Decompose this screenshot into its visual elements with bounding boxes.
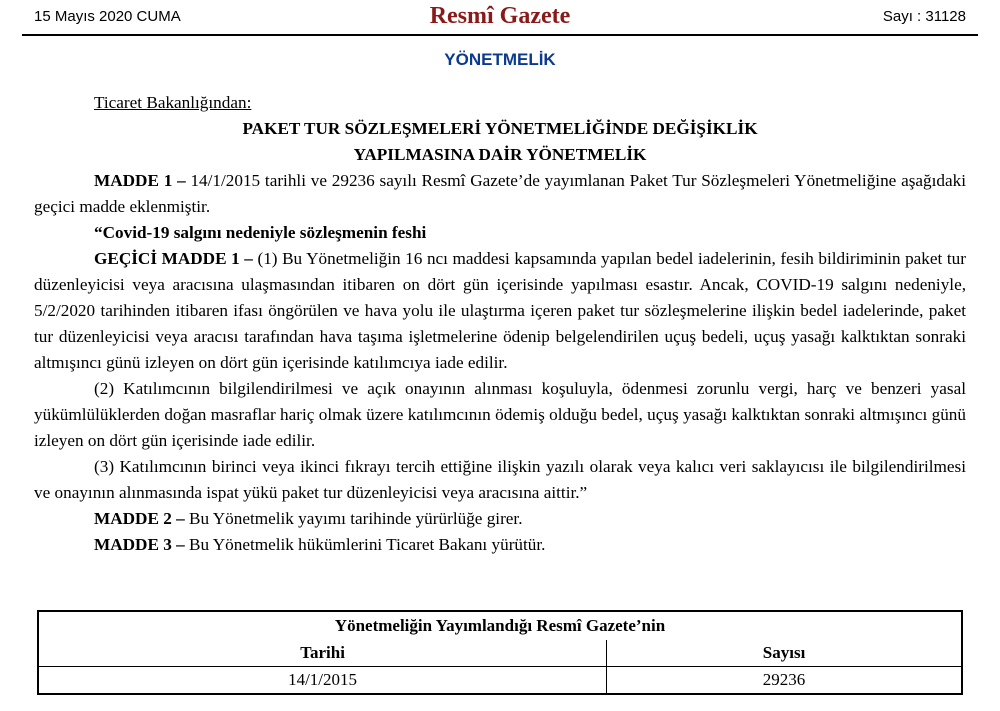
issue-number: Sayı : 31128 (882, 8, 966, 25)
column-header-number: Sayısı (607, 640, 962, 667)
regulation-title-line2: YAPILMASINA DAİR YÖNETMELİK (353, 145, 647, 164)
ministry-line (34, 90, 966, 116)
temporary-article-text: (1) Bu Yönetmeliğin 16 ncı maddesi kapsamında yapılan bedel iadelerinin, fesih bildiriminin paket tur düzenleyicisi veya aracısına ulaşmasından itibaren on dört gün içerisinde yapılması esastır. Ancak, COVID-19 salgını nedeniyle, 5/2/2020 tarihinden itibaren ifası öngörülen ve hava yolu ile ulaştırma içeren paket tur sözleşmelerine ilişkin bedel iadelerinde, paket tur düzenleyicisi veya aracısı tarafından hava taşıma işletmelerine ödenip belgelendirilen uçuş bedeli, uçuş yasağı kalktıktan sonraki altmışıncı günü izleyen on dört gün içerisinde katılımcıya iade edilir. (34, 249, 966, 372)
gazette-title: Resmî Gazete (429, 3, 571, 29)
table-caption-row (38, 611, 962, 640)
table-header-row (38, 640, 962, 667)
gazette-header (22, 0, 978, 36)
table-row (38, 667, 962, 695)
temporary-article-label: GEÇİCİ MADDE 1 – (94, 249, 253, 268)
section-title: YÖNETMELİK (444, 50, 556, 69)
article-3 (34, 532, 966, 558)
table-caption: Yönetmeliğin Yayımlandığı Resmî Gazete’nin (334, 616, 666, 635)
article-2-text: Bu Yönetmelik yayımı tarihinde yürürlüğe girer. (184, 509, 523, 528)
article-2-label: MADDE 2 – (94, 509, 185, 528)
article-1 (34, 168, 966, 220)
temporary-article-heading: “Covid-19 salgını nedeniyle sözleşmenin feshi (94, 223, 427, 242)
article-3-text: Bu Yönetmelik hükümlerini Ticaret Bakanı yürütür. (184, 535, 546, 554)
article-1-label: MADDE 1 – (94, 171, 186, 190)
publication-table (37, 610, 963, 695)
cell-date: 14/1/2015 (38, 667, 607, 695)
ministry-name: Ticaret Bakanlığından: (94, 93, 252, 112)
temporary-article-1 (34, 246, 966, 376)
regulation-title-line1: PAKET TUR SÖZLEŞMELERİ YÖNETMELİĞİNDE DEĞİŞİKLİK (242, 119, 758, 138)
article-1-text: 14/1/2015 tarihli ve 29236 sayılı Resmî Gazete’de yayımlanan Paket Tur Sözleşmeleri Yönetmeliğine aşağıdaki geçici madde eklenmiştir. (34, 171, 966, 216)
article-3-label: MADDE 3 – (94, 535, 185, 554)
paragraph-2: (2) Katılımcının bilgilendirilmesi ve açık onayının alınması koşuluyla, ödenmesi zorunlu vergi, harç ve benzeri yasal yükümlülüklerden doğan masraflar hariç olmak üzere katılımcının ödemiş olduğu bedel, uçuş yasağı kalktıktan sonraki altmışıncı günü izleyen on dört gün içerisinde iade edilir. (34, 379, 966, 450)
issue-date: 15 Mayıs 2020 CUMA (34, 8, 181, 25)
article-2 (34, 506, 966, 532)
regulation-body (34, 90, 966, 558)
column-header-date: Tarihi (38, 640, 607, 667)
cell-number: 29236 (762, 670, 806, 689)
paragraph-3: (3) Katılımcının birinci veya ikinci fıkrayı tercih ettiğine ilişkin yazılı olarak veya kalıcı veri saklayıcısı ile bilgilendirilmesi ve onayının alınmasında ispat yükü paket tur düzenleyicisi veya aracısına aittir.” (34, 457, 966, 502)
